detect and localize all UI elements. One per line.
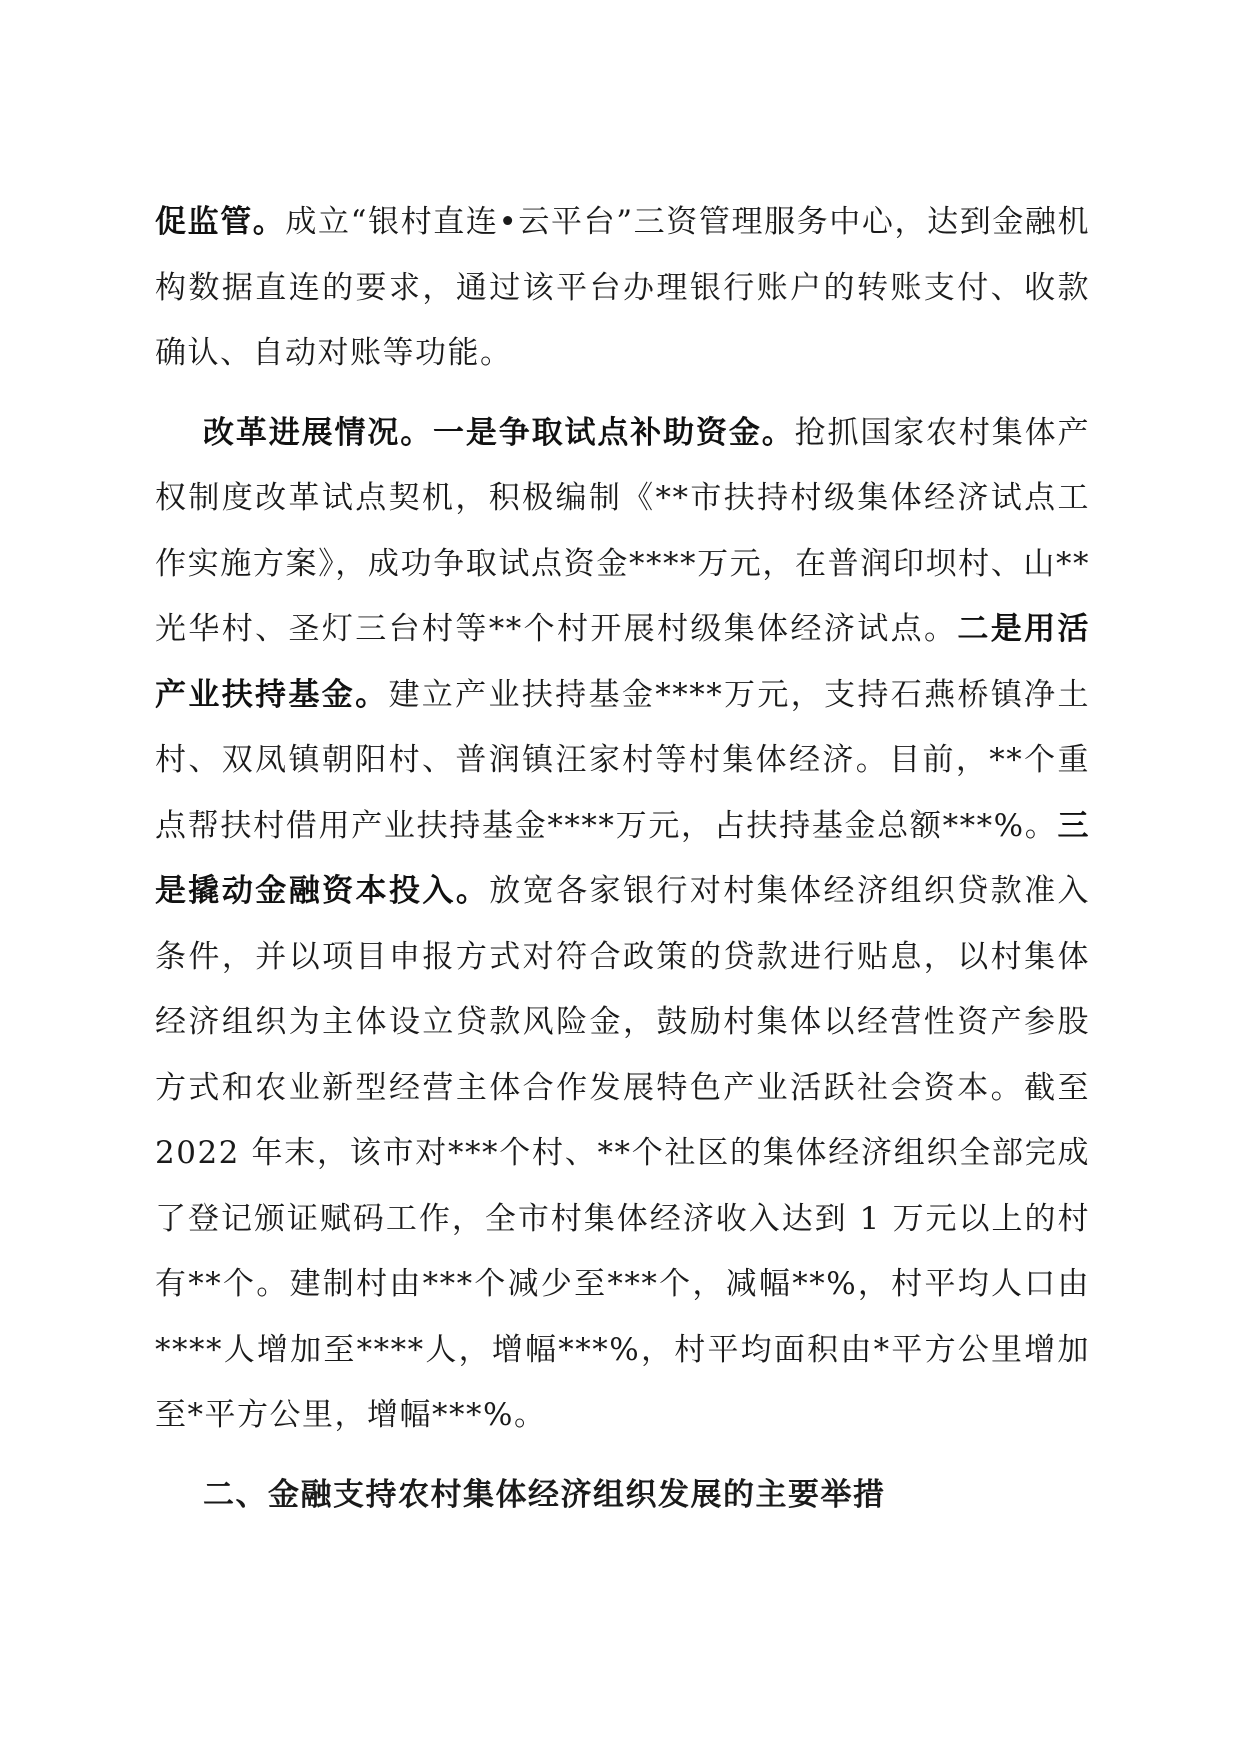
section-heading: 二、金融支持农村集体经济组织发展的主要举措: [203, 1476, 886, 1513]
paragraph-text: 抢抓国家农村集体产权制度改革试点契机，积极编制《**市扶持村级集体经济试点工作实施方案》，成功争取试点资金****万元，在普润印坝村、山**光华村、圣灯三台村等**个村开展村级集体经济试点。: [155, 414, 1091, 647]
paragraph-text: 成立“银村直连•云平台”三资管理服务中心，达到金融机构数据直连的要求，通过该平台办理银行账户的转账支付、收款确认、自动对账等功能。: [155, 204, 1091, 371]
bold-lead-reform-progress: 改革进展情况。一是争取试点补助资金。: [203, 414, 795, 451]
document-page: [155, 190, 1090, 1528]
bold-lead-financial-capital: 三是撬动金融资本投入。: [155, 807, 1090, 909]
bold-lead-supervision: 促监管。: [155, 204, 286, 240]
paragraph-reform-progress: [155, 401, 1090, 1449]
bold-lead-industry-fund: 二是用活产业扶持基金。: [155, 611, 1091, 713]
paragraph-text: 建立产业扶持基金****万元，支持石燕桥镇净土村、双凤镇朝阳村、普润镇汪家村等村集体经济。目前，**个重点帮扶村借用产业扶持基金****万元，占扶持基金总额***%。: [155, 676, 1091, 844]
paragraph-supervision: [155, 190, 1090, 387]
paragraph-text: 放宽各家银行对村集体经济组织贷款准入条件，并以项目申报方式对符合政策的贷款进行贴息，以村集体经济组织为主体设立贷款风险金，鼓励村集体以经营性资产参股方式和农业新型经营主体合作发展特色产业活跃社会资本。截至 2022 年末，该市对***个村、**个社区的集体经济组织全部完成了登记颁证赋码工作，全市村集体经济收入达到 1 万元以上的村有**个。建制村由***个减少至***个，减幅**%，村平均人口由****人增加至****人，增幅***%，村平均面积由*平方公里增加至*平方公里，增幅***%。: [155, 873, 1091, 1433]
